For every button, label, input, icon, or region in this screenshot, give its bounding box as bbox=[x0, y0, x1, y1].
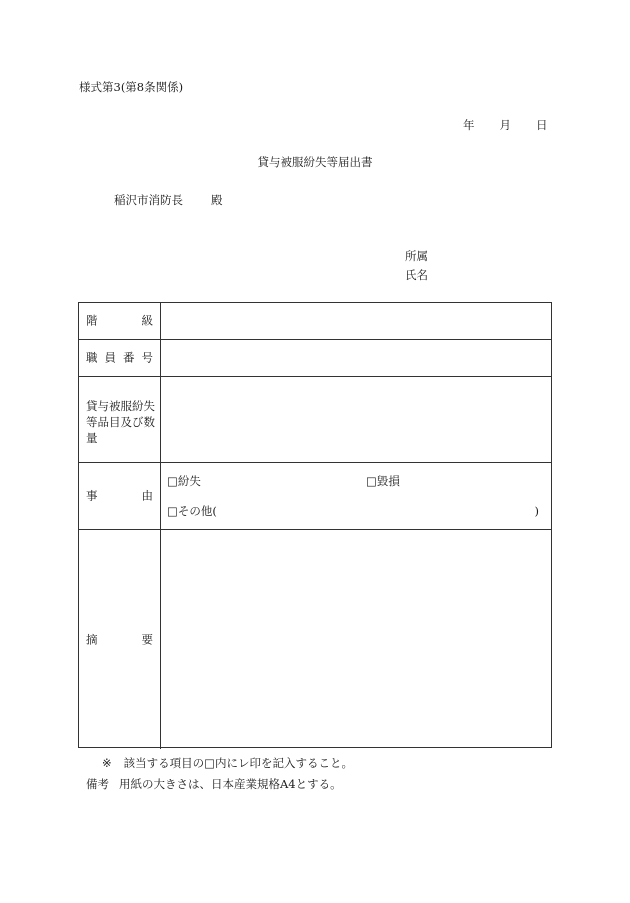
staff-number-label-char: 職 bbox=[86, 350, 98, 365]
remarks-label: 備考 bbox=[86, 777, 109, 791]
date-line bbox=[463, 120, 548, 132]
table-row-summary bbox=[79, 530, 551, 749]
form-table bbox=[78, 302, 552, 748]
staff-number-field[interactable] bbox=[161, 340, 551, 376]
summary-label-char: 要 bbox=[141, 631, 153, 646]
table-row-reason bbox=[79, 463, 551, 530]
date-day-label: 日 bbox=[536, 118, 548, 132]
document-title: 貸与被服紛失等届出書 bbox=[257, 155, 373, 169]
note-remarks bbox=[86, 779, 342, 791]
staff-number-label-char: 番 bbox=[123, 350, 135, 365]
reason-other-close-paren: ) bbox=[534, 504, 539, 518]
date-year-label: 年 bbox=[463, 118, 475, 132]
summary-label-cell bbox=[79, 530, 161, 749]
reason-field bbox=[161, 463, 551, 529]
note-instruction bbox=[102, 758, 353, 770]
form-number: 様式第3(第8条関係) bbox=[79, 80, 184, 94]
reason-option-damage-checkbox[interactable]: □毀損 bbox=[366, 474, 400, 488]
reason-label-cell bbox=[79, 463, 161, 529]
rank-label-char: 級 bbox=[141, 313, 153, 328]
staff-number-label bbox=[86, 352, 153, 364]
affiliation-label: 所属 bbox=[405, 249, 428, 263]
items-label-cell bbox=[79, 377, 161, 462]
remarks-text: 用紙の大きさは、日本産業規格A4とする。 bbox=[119, 777, 342, 791]
table-row-staff-number bbox=[79, 340, 551, 377]
rank-label-char: 階 bbox=[86, 313, 98, 328]
note-instruction-text: 該当する項目の□内にレ印を記入すること。 bbox=[123, 756, 354, 770]
rank-field[interactable] bbox=[161, 303, 551, 339]
summary-label bbox=[86, 631, 153, 646]
staff-number-label-cell bbox=[79, 340, 161, 376]
reason-option-other-checkbox[interactable]: □その他( bbox=[167, 504, 217, 518]
table-row-items bbox=[79, 377, 551, 463]
summary-field[interactable] bbox=[161, 530, 551, 749]
summary-label-char: 摘 bbox=[86, 631, 98, 646]
staff-number-label-char: 員 bbox=[104, 350, 116, 365]
reason-option-loss-checkbox[interactable]: □紛失 bbox=[167, 474, 201, 488]
reason-label bbox=[86, 490, 153, 502]
rank-label bbox=[86, 315, 153, 327]
table-row-rank bbox=[79, 303, 551, 340]
reason-label-char: 事 bbox=[86, 488, 98, 503]
reason-label-char: 由 bbox=[141, 488, 153, 503]
addressee-suffix: 殿 bbox=[211, 193, 223, 207]
addressee bbox=[114, 195, 223, 207]
name-label: 氏名 bbox=[405, 268, 428, 282]
date-month-label: 月 bbox=[499, 118, 511, 132]
note-mark: ※ bbox=[102, 756, 112, 770]
addressee-name: 稲沢市消防長 bbox=[114, 193, 183, 207]
items-field[interactable] bbox=[161, 377, 551, 462]
rank-label-cell bbox=[79, 303, 161, 339]
items-label: 貸与被服紛失等品目及び数量 bbox=[86, 399, 155, 445]
staff-number-label-char: 号 bbox=[141, 350, 153, 365]
